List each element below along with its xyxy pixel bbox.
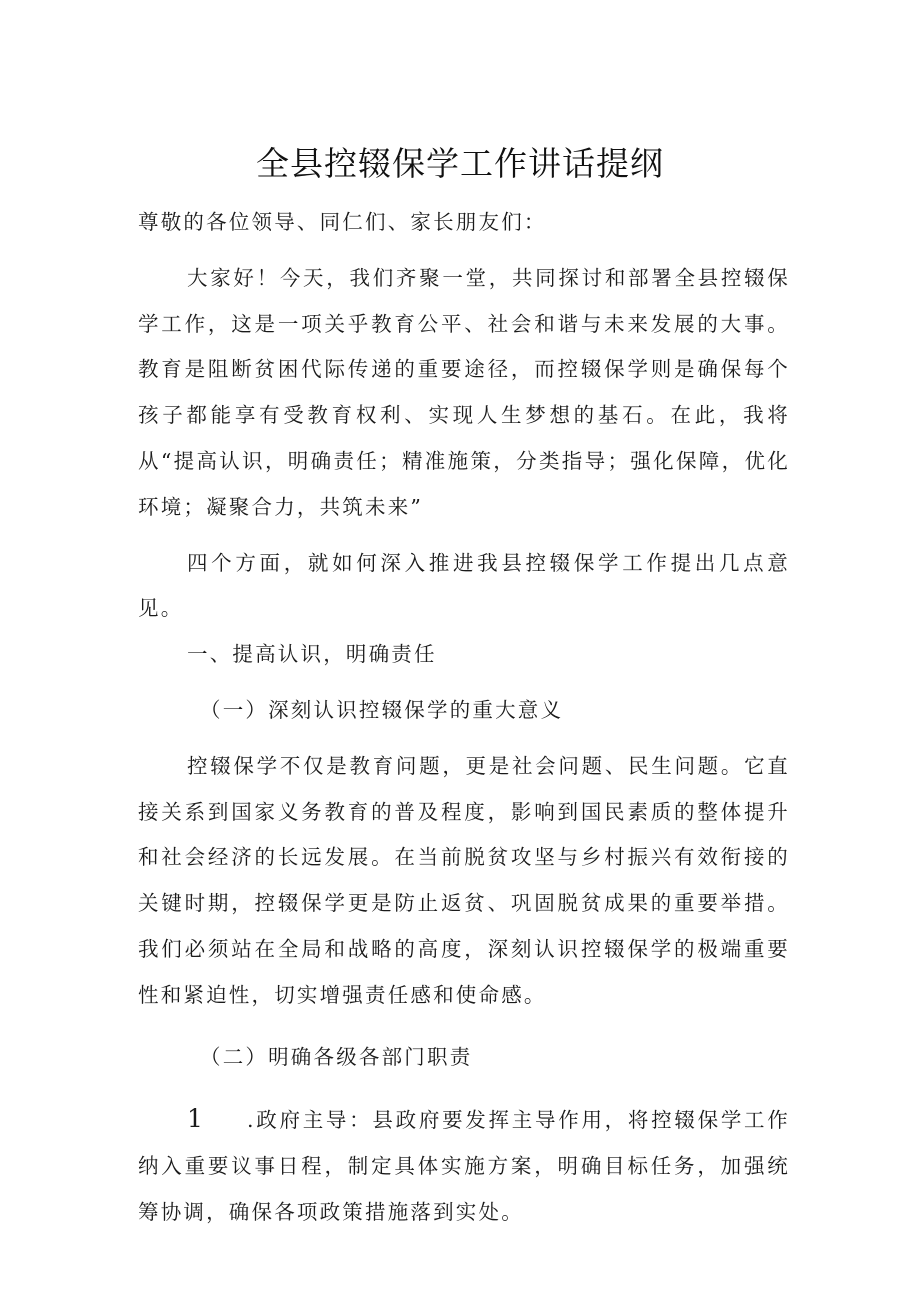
section-heading: 一、提高认识，明确责任 [187, 642, 437, 667]
document-body [138, 200, 790, 1236]
item-text: .政府主导：县政府要发挥主导作用，将控辍保学工作纳入重要议事日程，制定具体实施方案，明确目标任务，加强统筹协调，确保各项政策措施落到实处。 [138, 1108, 790, 1224]
subsection-heading: （二）明确各级各部门职责 [200, 1044, 473, 1069]
subsection-heading: （一）深刻认识控辍保学的重大意义 [200, 697, 564, 722]
intro-continuation: 四个方面，就如何深入推进我县控辍保学工作提出几点意见。 [138, 550, 790, 621]
subsection-paragraph: 控辍保学不仅是教育问题，更是社会问题、民生问题。它直接关系到国家义务教育的普及程度，影响到国民素质的整体提升和社会经济的长远发展。在当前脱贫攻坚与乡村振兴有效衔接的关键时期，控辍保学更是防止返贫、巩固脱贫成果的重要举措。我们必须站在全局和战略的高度，深刻认识控辍保学的极端重要性和紧迫性，切实增强责任感和使命感。 [138, 753, 790, 1007]
salutation: 尊敬的各位领导、同仁们、家长朋友们： [138, 210, 547, 234]
document-title: 全县控辍保学工作讲话提纲 [256, 144, 664, 183]
numbered-item [138, 1096, 790, 1235]
item-number: 1 [187, 1104, 203, 1134]
intro-paragraph: 大家好！今天，我们齐聚一堂，共同探讨和部署全县控辍保学工作，这是一项关乎教育公平、社会和谐与未来发展的大事。教育是阻断贫困代际传递的重要途径，而控辍保学则是确保每个孩子都能享有受教育权利、实现人生梦想的基石。在此，我将从“提高认识，明确责任；精准施策，分类指导；强化保障，优化环境；凝聚合力，共筑未来” [138, 265, 790, 519]
